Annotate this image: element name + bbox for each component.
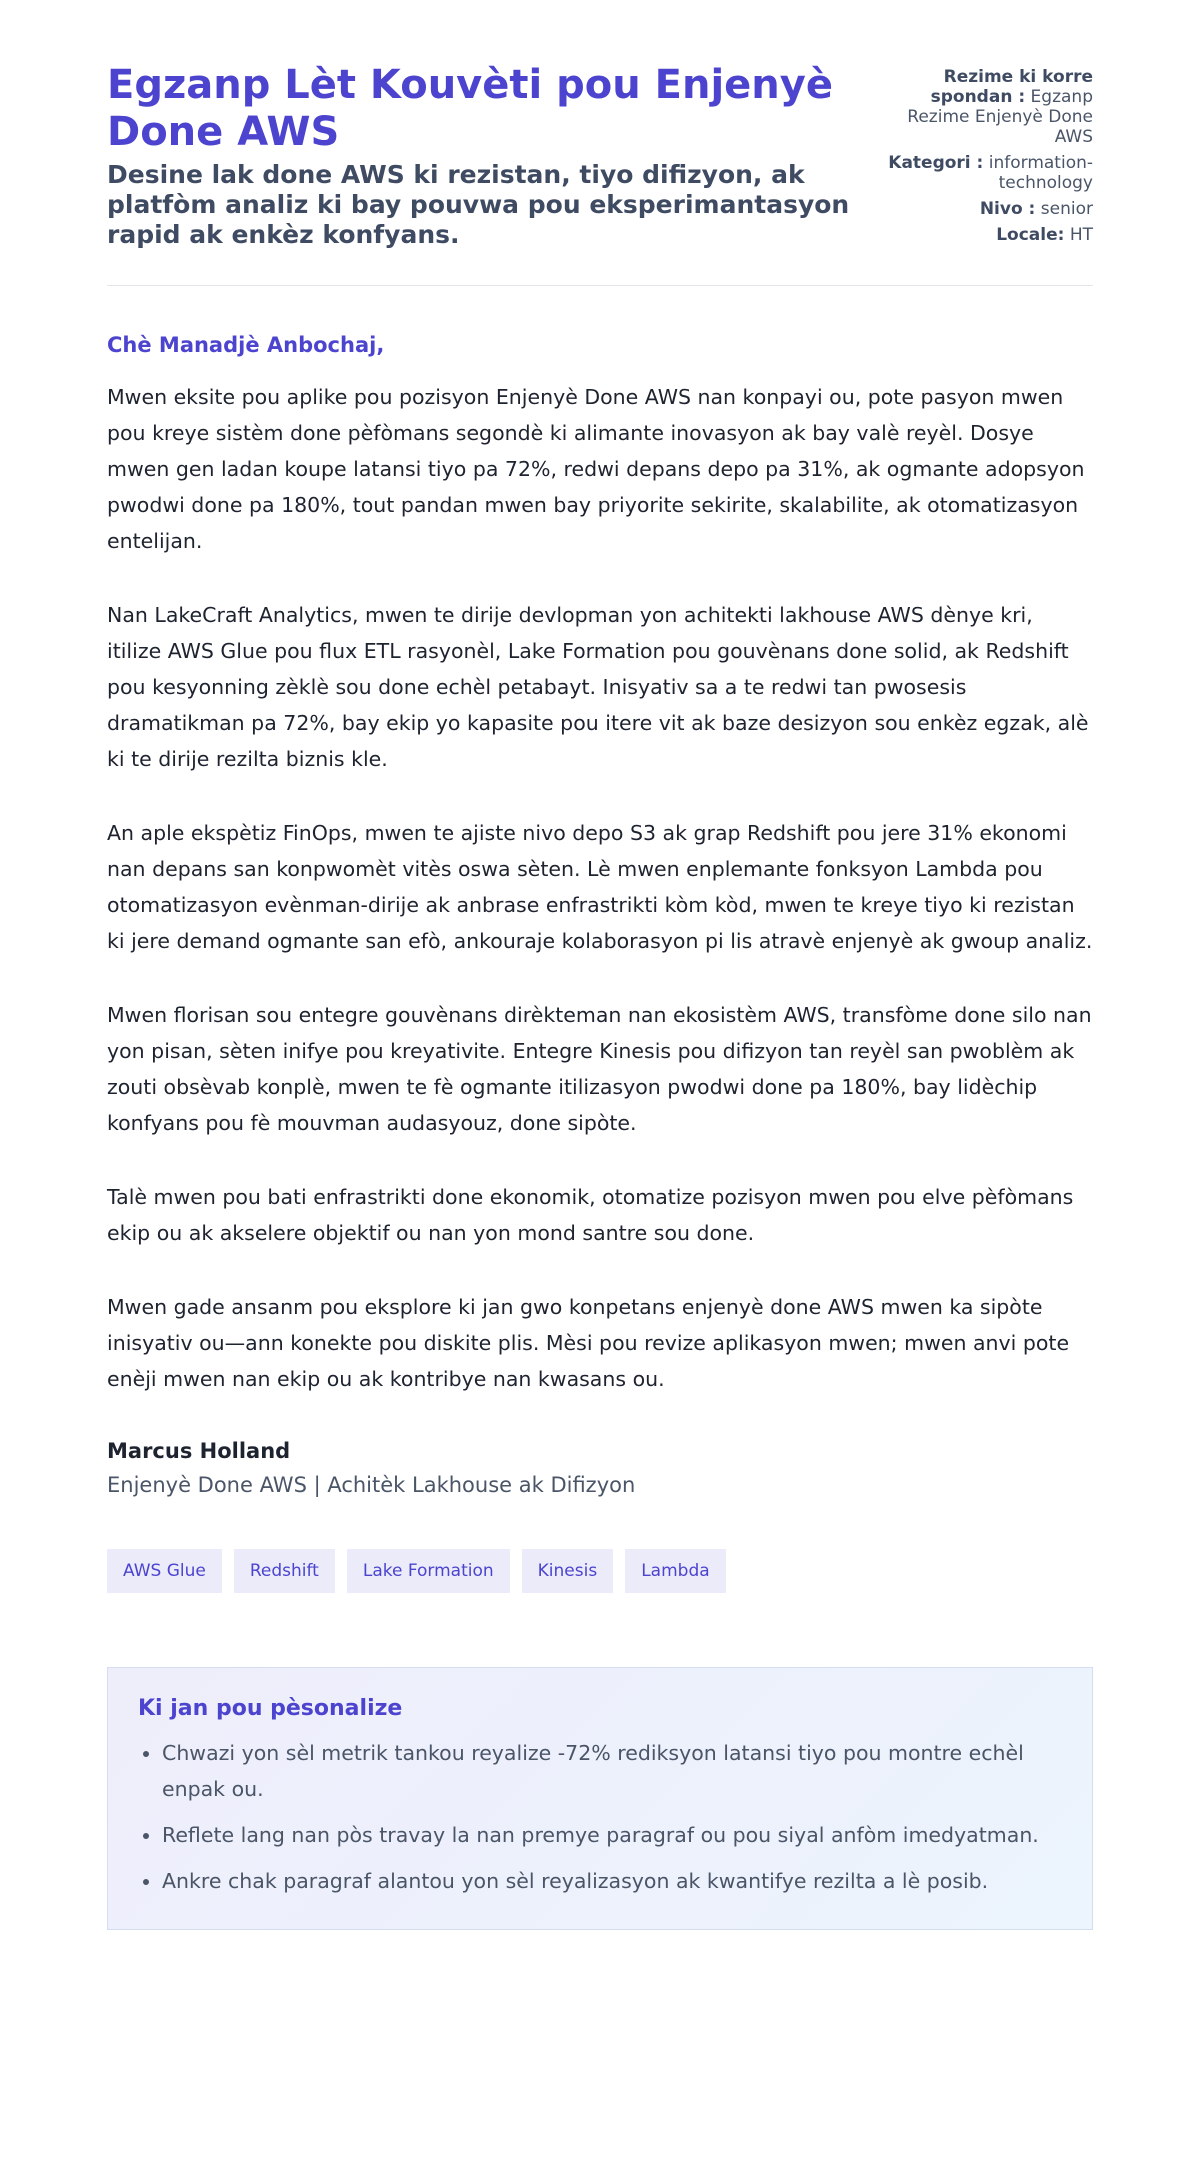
letter-paragraph: Mwen gade ansanm pou eksplore ki jan gwo konpetans enjenyè done AWS mwen ka sipòte inisyativ ou—ann konekte pou diskite plis. Mèsi pou revize aplikasyon mwen; mwen anvi pote enèji mwen nan ekip ou ak kontribye nan kwasans ou. — [107, 1295, 1070, 1391]
tips-list — [138, 1735, 1062, 1899]
signature — [107, 1439, 1093, 1497]
skill-tags — [107, 1549, 1093, 1593]
meta-category — [864, 153, 1093, 193]
meta-level — [864, 199, 1093, 219]
meta-panel — [864, 62, 1093, 251]
header-titles — [107, 62, 864, 250]
letter-paragraph: An aple ekspètiz FinOps, mwen te ajiste nivo depo S3 ak grap Redshift pou jere 31% ekonomi nan depans san konpwomèt vitès oswa sèten. Lè mwen enplemante fonksyon Lambda pou otomatizasyon evènman-dirije ak anbrase enfrastrikti kòm kòd, mwen te kreye tiyo ki rezistan ki jere demand ogmante san efò, ankouraje kolaborasyon pi lis atravè enjenyè ak gwoup analiz. — [107, 821, 1093, 953]
meta-summary-value: Egzanp Rezime Enjenyè Done AWS — [907, 87, 1093, 147]
page-subtitle: Desine lak done AWS ki rezistan, tiyo difizyon, ak platfòm analiz ki bay pouvwa pou eksperimantasyon rapid ak enkèz konfyans. — [107, 160, 850, 249]
meta-summary — [864, 67, 1093, 147]
meta-locale-value: HT — [1069, 225, 1093, 245]
signature-role: Enjenyè Done AWS | Achitèk Lakhouse ak Difizyon — [107, 1473, 636, 1497]
skill-tag: AWS Glue — [107, 1549, 222, 1593]
signature-name: Marcus Holland — [107, 1439, 291, 1463]
tip-item: • Reflete lang nan pòs travay la nan premye paragraf ou pou siyal anfòm imedyatman. — [162, 1817, 1062, 1853]
header-divider — [107, 285, 1093, 286]
letter-paragraph: Talè mwen pou bati enfrastrikti done ekonomik, otomatize pozisyon mwen pou elve pèfòmans ekip ou ak akselere objektif ou nan yon mond santre sou done. — [107, 1185, 1074, 1245]
skill-tag: Redshift — [234, 1549, 335, 1593]
customize-tips-box — [107, 1667, 1093, 1930]
meta-level-value: senior — [1040, 199, 1093, 219]
meta-category-value: information-technology — [988, 153, 1093, 193]
meta-level-label: Nivo : — [979, 199, 1036, 219]
meta-category-label: Kategori : — [888, 153, 984, 173]
meta-locale-label: Locale: — [996, 225, 1065, 245]
letter-body — [107, 379, 1093, 1397]
letter-paragraph: Mwen florisan sou entegre gouvènans dirèkteman nan ekosistèm AWS, transfòme done silo nan yon pisan, sèten inifye pou kreyativite. Entegre Kinesis pou difizyon tan reyèl san pwoblèm ak zouti obsèvab konplè, mwen te fè ogmante itilizasyon pwodwi done pa 180%, bay lidèchip konfyans pou fè mouvman audasyouz, done sipòte. — [107, 1003, 1092, 1135]
skill-tag: Lake Formation — [347, 1549, 510, 1593]
meta-locale — [864, 225, 1093, 245]
skill-tag: Lambda — [625, 1549, 725, 1593]
header — [107, 62, 1093, 251]
content — [107, 62, 1093, 1930]
tip-item: • Chwazi yon sèl metrik tankou reyalize -72% rediksyon latansi tiyo pou montre echèl enpak ou. — [162, 1735, 1062, 1807]
tip-item: • Ankre chak paragraf alantou yon sèl reyalizasyon ak kwantifye rezilta a lè posib. — [162, 1863, 1062, 1899]
meta-summary-label: Rezime ki korre spondan : — [930, 67, 1093, 107]
page-title: Egzanp Lèt Kouvèti pou Enjenyè Done AWS — [107, 62, 833, 155]
letter-paragraph: Nan LakeCraft Analytics, mwen te dirije devlopman yon achitekti lakhouse AWS dènye kri, itilize AWS Glue pou flux ETL rasyonèl, Lake Formation pou gouvènans done solid, ak Redshift pou kesyonning zèklè sou done echèl petabayt. Inisyativ sa a te redwi tan pwosesis dramatikman pa 72%, bay ekip yo kapasite pou itere vit ak baze desizyon sou enkèz egzak, alè ki te dirije rezilta biznis kle. — [107, 603, 1089, 771]
tips-title: Ki jan pou pèsonalize — [138, 1696, 403, 1721]
skill-tag: Kinesis — [522, 1549, 614, 1593]
letter-greeting: Chè Manadjè Anbochaj, — [107, 333, 385, 357]
letter-paragraph: Mwen eksite pou aplike pou pozisyon Enjenyè Done AWS nan konpayi ou, pote pasyon mwen pou kreye sistèm done pèfòmans segondè ki alimante inovasyon ak bay valè reyèl. Dosye mwen gen ladan koupe latansi tiyo pa 72%, redwi depans depo pa 31%, ak ogmante adopsyon pwodwi done pa 180%, tout pandan mwen bay priyorite sekirite, skalabilite, ak otomatizasyon entelijan. — [107, 385, 1085, 553]
